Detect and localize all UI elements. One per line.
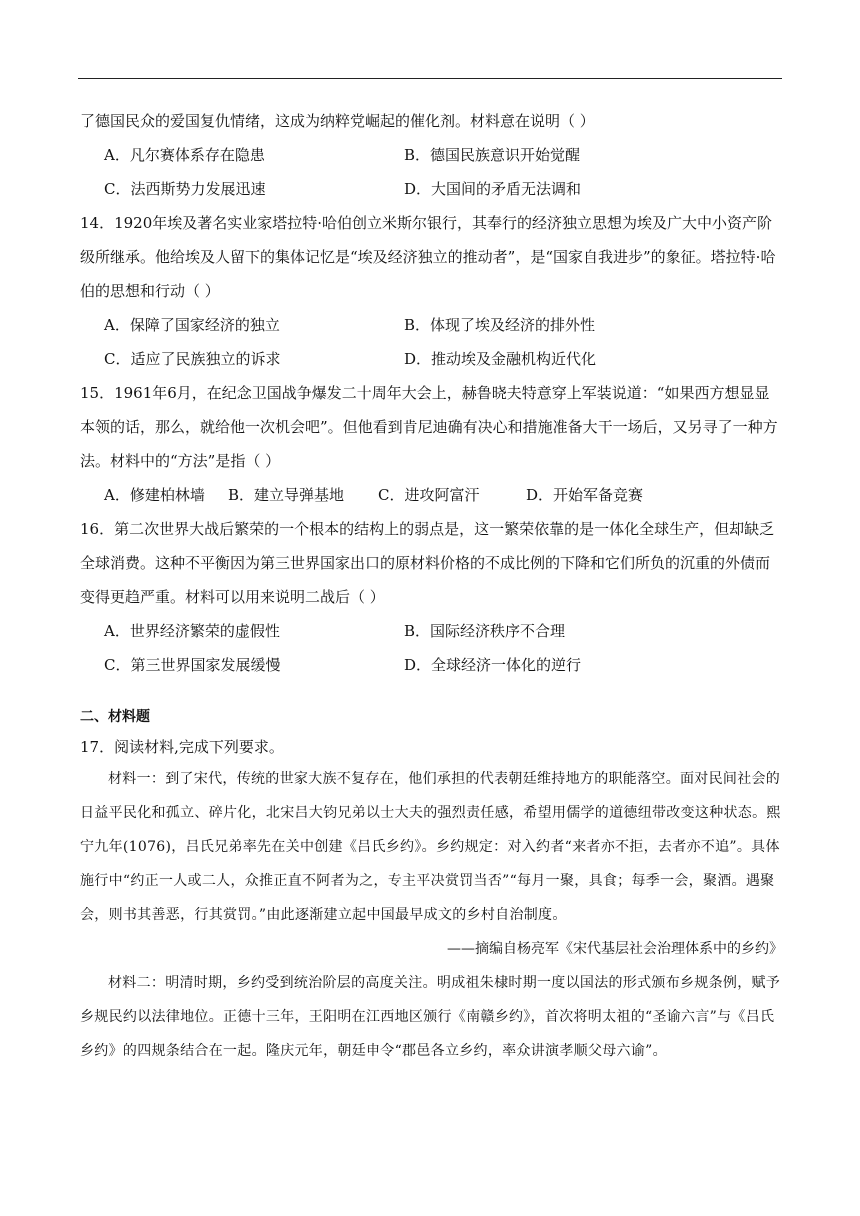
q16-option-a[interactable]: A．世界经济繁荣的虚假性 bbox=[104, 622, 280, 640]
q16-stem: 16．第二次世界大战后繁荣的一个根本的结构上的弱点是，这一繁荣依靠的是一体化全球生产，但却缺乏全球消费。这种不平衡因为第三世界国家出口的原材料价格的不成比例的下降和它们所负的沉重的外债而变得更趋严重。材料可以用来说明二战后（ ） bbox=[80, 520, 775, 606]
q13-options bbox=[104, 138, 783, 206]
q16-option-d[interactable]: D．全球经济一体化的逆行 bbox=[404, 656, 582, 674]
material-one: 材料一：到了宋代，传统的世家大族不复存在，他们承担的代表朝廷维持地方的职能落空。面对民间社会的日益平民化和孤立、碎片化，北宋吕大钧兄弟以士大夫的强烈责任感，希望用儒学的道德纽带改变这种状态。熙宁九年(1076)，吕氏兄弟率先在关中创建《吕氏乡约》。乡约规定：对入约者“来者亦不拒，去者亦不追”。具体施行中“约正一人或二人，众推正直不阿者为之，专主平决赏罚当否”“每月一聚，具食；每季一会，聚酒。遇聚会，则书其善恶，行其赏罚。”由此逐渐建立起中国最早成文的乡村自治制度。 bbox=[80, 771, 781, 923]
q14-option-a[interactable]: A．保障了国家经济的独立 bbox=[104, 316, 280, 334]
q15-stem: 15．1961年6月，在纪念卫国战争爆发二十周年大会上，赫鲁晓夫特意穿上军装说道：“如果西方想显显本领的话，那么，就给他一次机会吧”。但他看到肯尼迪确有决心和措施准备大干一场后，又另寻了一种方法。材料中的“方法”是指（ ） bbox=[80, 384, 778, 470]
q14-options bbox=[104, 308, 783, 376]
q16-option-c[interactable]: C．第三世界国家发展缓慢 bbox=[104, 656, 281, 674]
q14-option-c[interactable]: C．适应了民族独立的诉求 bbox=[104, 350, 281, 368]
q17-stem: 17．阅读材料,完成下列要求。 bbox=[80, 738, 284, 756]
q13-option-a[interactable]: A．凡尔赛体系存在隐患 bbox=[104, 146, 265, 164]
document-content bbox=[80, 104, 783, 1068]
q15-option-a[interactable]: A．修建柏林墙 bbox=[104, 486, 205, 504]
q14-option-b[interactable]: B．体现了埃及经济的排外性 bbox=[404, 316, 596, 334]
material-two: 材料二：明清时期，乡约受到统治阶层的高度关注。明成祖朱棣时期一度以国法的形式颁布乡规条例，赋予乡规民约以法律地位。正德十三年，王阳明在江西地区颁行《南赣乡约》，首次将明太祖的“圣谕六言”与《吕氏乡约》的四规条结合在一起。隆庆元年，朝廷申令“郡邑各立乡约，率众讲演孝顺父母六谕”。 bbox=[80, 975, 781, 1059]
q15-option-d[interactable]: D．开始军备竞赛 bbox=[526, 486, 644, 504]
q13-option-b[interactable]: B．德国民族意识开始觉醒 bbox=[404, 146, 581, 164]
header-rule bbox=[78, 78, 782, 79]
q15-options bbox=[104, 478, 783, 512]
q15-option-b[interactable]: B．建立导弹基地 bbox=[228, 486, 345, 504]
q16-option-b[interactable]: B．国际经济秩序不合理 bbox=[404, 622, 566, 640]
q14-stem: 14．1920年埃及著名实业家塔拉特·哈伯创立米斯尔银行，其奉行的经济独立思想为埃及广大中小资产阶级所继承。他给埃及人留下的集体记忆是“埃及经济独立的推动者”，是“国家自我进步”的象征。塔拉特·哈伯的思想和行动（ ） bbox=[80, 214, 776, 300]
q13-option-d[interactable]: D．大国间的矛盾无法调和 bbox=[404, 180, 582, 198]
section-title: 二、材料题 bbox=[80, 709, 150, 725]
q15-option-c[interactable]: C．进攻阿富汗 bbox=[378, 486, 480, 504]
q13-stem-tail: 了德国民众的爱国复仇情绪，这成为纳粹党崛起的催化剂。材料意在说明（ ） bbox=[80, 112, 595, 130]
q13-option-c[interactable]: C．法西斯势力发展迅速 bbox=[104, 180, 266, 198]
material-one-source: ——摘编自杨亮军《宋代基层社会治理体系中的乡约》 bbox=[447, 941, 783, 957]
q16-options bbox=[104, 614, 783, 682]
q14-option-d[interactable]: D．推动埃及金融机构近代化 bbox=[404, 350, 597, 368]
